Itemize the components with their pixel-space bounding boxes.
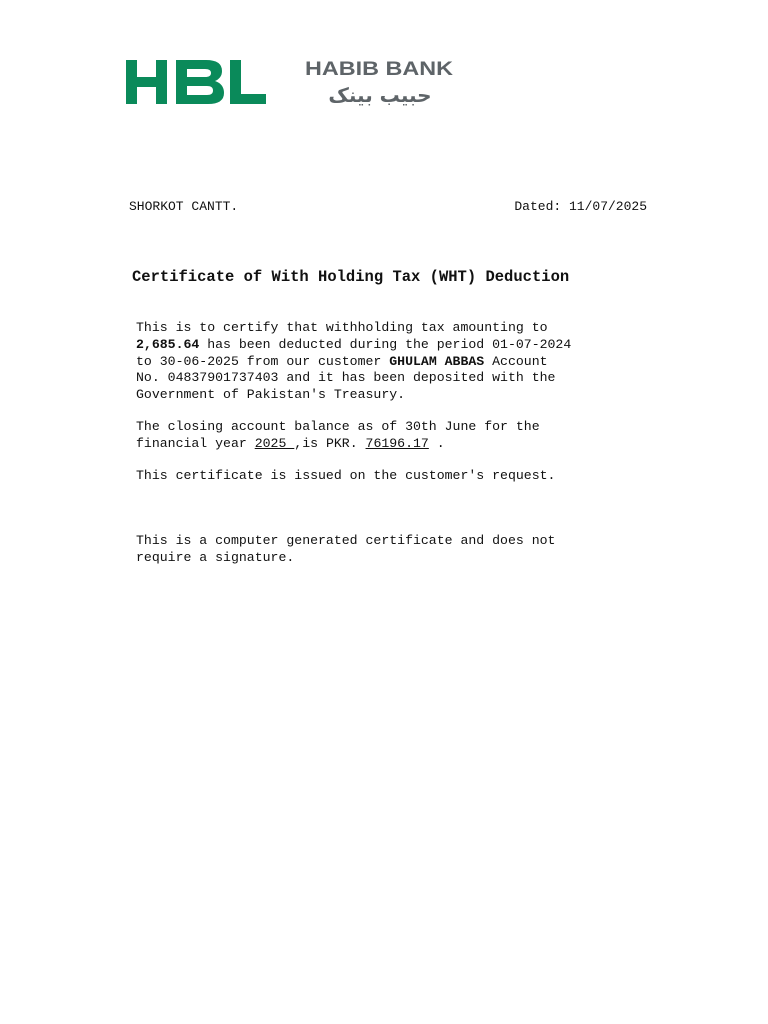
- customer-name: GHULAM ABBAS: [389, 353, 485, 369]
- para1-line5: Government of Pakistan's Treasury.: [136, 387, 406, 403]
- dated-value: 11/07/2025: [568, 199, 647, 214]
- habib-bank-wordmark: [304, 56, 456, 108]
- para1-line4: No. 04837901737403 and it has been deposited with the: [136, 370, 556, 386]
- financial-year: 2025: [254, 435, 295, 451]
- habib-bank-urdu-name: حبیب بینک: [328, 83, 432, 107]
- para2-line1: The closing account balance as of 30th June for the: [136, 418, 540, 434]
- para2-line2-start: financial year: [136, 435, 255, 451]
- branch-name: SHORKOT CANTT.: [129, 199, 239, 214]
- para1-line1: This is to certify that withholding tax amounting to: [136, 320, 548, 335]
- para1-line2-rest: has been deducted during the period 01-07-2024: [199, 336, 572, 352]
- para2-line2-mid: ,is PKR.: [294, 435, 366, 451]
- para1-line3-start: to 30-06-2025 from our customer: [136, 353, 390, 369]
- computer-generated-line1: This is a computer generated certificate and does not: [136, 533, 556, 549]
- date-line: [514, 199, 647, 215]
- tax-amount: 2,685.64: [136, 336, 200, 352]
- para2-line2: [136, 436, 676, 453]
- computer-generated-line2: require a signature.: [136, 550, 295, 566]
- closing-balance: 76196.17: [365, 435, 429, 451]
- habib-bank-name: HABIB BANK: [305, 58, 453, 80]
- para1-line3: [136, 354, 676, 371]
- certificate-body: [136, 320, 676, 567]
- dated-label: Dated:: [514, 199, 562, 214]
- certificate-title: Certificate of With Holding Tax (WHT) Deduction: [132, 268, 570, 286]
- request-statement: This certificate is issued on the customer's request.: [136, 467, 556, 483]
- para1-line2: [136, 337, 676, 354]
- para1-line3-end: Account: [484, 353, 548, 369]
- para2-line2-end: .: [428, 435, 445, 451]
- hbl-logo-mark: [126, 58, 266, 106]
